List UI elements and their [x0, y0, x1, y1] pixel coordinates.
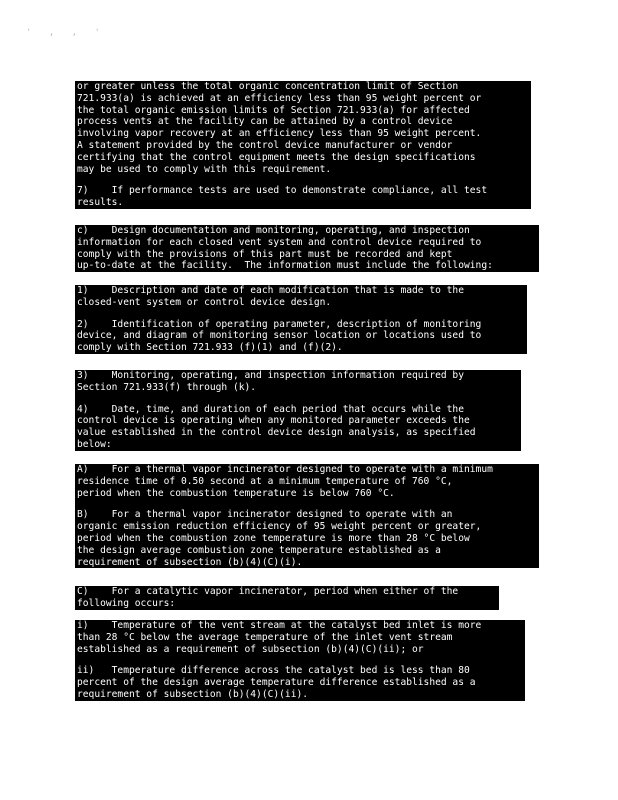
text-line: involving vapor recovery at an efficiency less than 95 weight percent.	[77, 128, 482, 140]
paragraph-gap	[77, 655, 525, 665]
text-block	[75, 370, 521, 451]
text-line: closed-vent system or control device design.	[77, 296, 332, 308]
text-line: i) Temperature of the vent stream at the catalyst bed inlet is more	[77, 620, 482, 631]
text-line: results.	[77, 197, 124, 209]
text-line: may be used to comply with this requirement.	[77, 163, 332, 175]
text-line: period when the combustion temperature is below 760 °C.	[77, 487, 395, 499]
paragraph-gap	[77, 175, 531, 185]
paragraph-gap	[77, 499, 539, 509]
text-block	[75, 586, 499, 610]
text-line: process vents at the facility can be attained by a control device	[77, 116, 453, 128]
text-line: 1) Description and date of each modification that is made to the	[77, 285, 464, 296]
paragraph-gap	[77, 309, 527, 319]
text-line: established as a requirement of subsection (b)(4)(C)(ii); or	[77, 643, 424, 655]
text-line: 7) If performance tests are used to demonstrate compliance, all test	[77, 185, 488, 197]
text-line: requirement of subsection (b)(4)(C)(ii).	[77, 688, 309, 700]
text-line: the design average combustion zone temperature established as a	[77, 544, 441, 556]
text-line: following occurs:	[77, 597, 176, 609]
text-line: C) For a catalytic vapor incinerator, period when either of the	[77, 586, 459, 597]
text-block	[75, 225, 539, 272]
text-line: percent of the design average temperature difference established as a	[77, 677, 476, 689]
text-line: 2) Identification of operating parameter, description of monitoring	[77, 318, 482, 330]
paragraph-gap	[77, 394, 521, 404]
text-line: comply with the provisions of this part must be recorded and kept	[77, 248, 453, 260]
text-block	[75, 81, 531, 209]
text-line: residence time of 0.50 second at a minimum temperature of 760 °C,	[77, 475, 453, 487]
text-block	[75, 285, 527, 354]
text-line: comply with Section 721.933 (f)(1) and (f)(2).	[77, 342, 343, 354]
text-line: c) Design documentation and monitoring, operating, and inspection	[77, 225, 470, 236]
text-line: 4) Date, time, and duration of each period that occurs while the	[77, 403, 464, 415]
text-block	[75, 620, 525, 701]
text-line: organic emission reduction efficiency of 95 weight percent or greater,	[77, 521, 482, 533]
text-line: or greater unless the total organic concentration limit of Section	[77, 81, 459, 92]
text-line: device, and diagram of monitoring sensor location or locations used to	[77, 330, 482, 342]
text-line: A statement provided by the control device manufacturer or vendor	[77, 139, 453, 151]
text-line: than 28 °C below the average temperature of the inlet vent stream	[77, 631, 453, 643]
scan-artifact: ' , , '	[26, 28, 106, 38]
text-line: up-to-date at the facility. The information must include the following:	[77, 260, 493, 272]
text-line: 721.933(a) is achieved at an efficiency less than 95 weight percent or	[77, 92, 482, 104]
text-line: Section 721.933(f) through (k).	[77, 381, 257, 393]
text-block	[75, 464, 539, 568]
text-line: ii) Temperature difference across the catalyst bed is less than 80	[77, 665, 470, 677]
text-line: period when the combustion zone temperature is more than 28 °C below	[77, 532, 470, 544]
text-line: control device is operating when any monitored parameter exceeds the	[77, 415, 470, 427]
text-line: requirement of subsection (b)(4)(C)(i).	[77, 556, 303, 568]
text-line: 3) Monitoring, operating, and inspection information required by	[77, 370, 464, 381]
text-line: below:	[77, 438, 112, 450]
text-line: information for each closed vent system and control device required to	[77, 236, 482, 248]
text-line: the total organic emission limits of Section 721.933(a) for affected	[77, 104, 470, 116]
text-line: B) For a thermal vapor incinerator designed to operate with an	[77, 509, 453, 521]
text-line: value established in the control device design analysis, as specified	[77, 427, 476, 439]
text-line: A) For a thermal vapor incinerator designed to operate with a minimum	[77, 464, 493, 475]
text-line: certifying that the control equipment meets the design specifications	[77, 151, 476, 163]
